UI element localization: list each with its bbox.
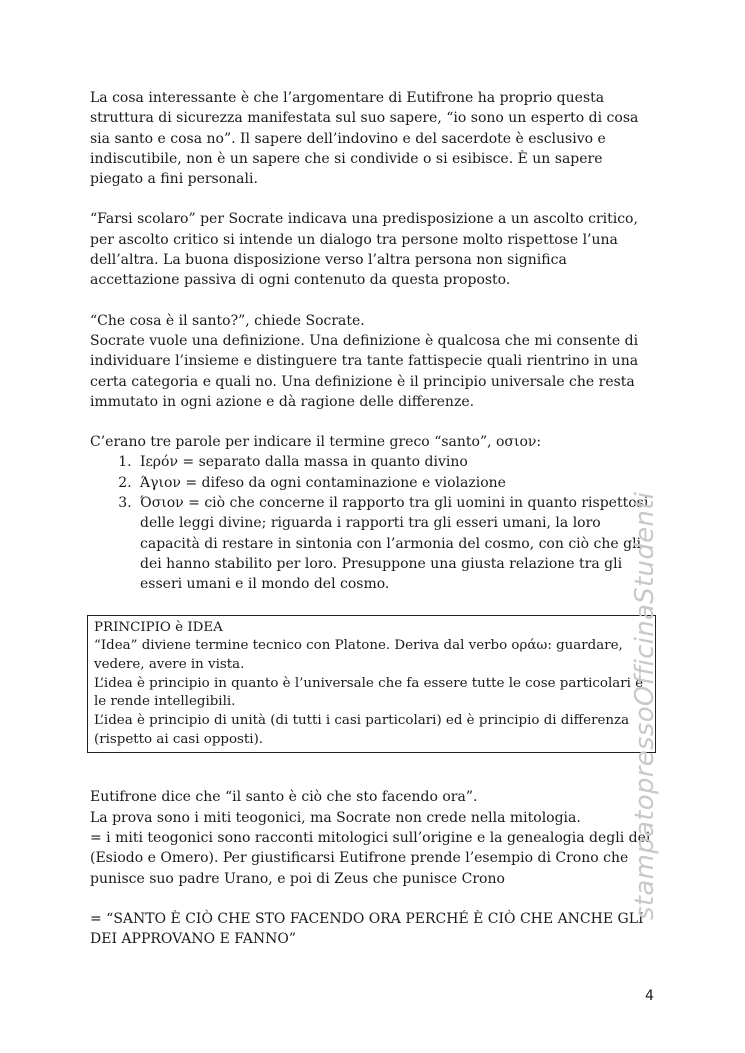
paragraph-miti-teogonici [90, 787, 656, 888]
paragraph-farsi-scolaro: “Farsi scolaro” per Socrate indicava una predisposizione a un ascolto critico, per ascolto critico si intende un dialogo tra persone molto rispettose l’una dell’altra. La buona disposizione verso l’altra persona non significa accettazione passiva di ogni contenuto da questa proposto. [90, 211, 638, 289]
question-line: “Che cosa è il santo?”, chiede Socrate. [90, 312, 365, 329]
text-line: Eutifrone dice che “il santo è ciò che sto facendo ora”. [90, 789, 478, 806]
box-line: L’idea è principio in quanto è l’universale che fa essere tutte le cose particolari e le rende intellegibili. [94, 675, 644, 710]
paragraph-definizione [90, 311, 656, 412]
list-item: 1. Ιερόν = separato dalla massa in quanto divino [136, 452, 656, 472]
text-line: La prova sono i miti teogonici, ma Socrate non crede nella mitologia. [90, 809, 581, 826]
terms-list [90, 452, 656, 594]
terms-intro: C’erano tre parole per indicare il termine greco “santo”, οσιον: [90, 434, 542, 451]
list-item: 3. Όσιον = ciò che concerne il rapporto tra gli uomini in quanto rispettosi delle leggi divine; riguarda i rapporti tra gli esseri umani, la loro capacità di restare in sintonia con l’armonia del cosmo, con ciò che gli dei hanno stabilito per loro. Presuppone una giusta relazione tra gli esseri umani e il mondo del cosmo. [136, 493, 656, 594]
page-body [90, 88, 656, 970]
paragraph-conclusion: = “SANTO È CIÒ CHE STO FACENDO ORA PERCHÉ È CIÒ CHE ANCHE GLI DEI APPROVANO E FANNO” [90, 910, 644, 948]
list-item: 2. Άγιον = difeso da ogni contaminazione e violazione [136, 473, 656, 493]
box-line: “Idea” diviene termine tecnico con Platone. Deriva dal verbo οράω: guardare, vedere, avere in vista. [94, 638, 623, 672]
box-title: PRINCIPIO è IDEA [94, 619, 223, 635]
watermark: stampatopressoOfficinaStudenti [630, 491, 660, 920]
box-line: L’idea è principio di unità (di tutti i casi particolari) ed è principio di differenza (rispetto ai casi opposti). [94, 713, 630, 747]
text-line: = i miti teogonici sono racconti mitologici sull’origine e la genealogia degli dei (Esiodo e Omero). Per giustificarsi Eutifrone prende l’esempio di Crono che punisce suo padre Urano, e poi di Zeus che punisce Crono [90, 830, 651, 887]
definition-text: Socrate vuole una definizione. Una definizione è qualcosa che mi consente di individuare l’insieme e distinguere tra tante fattispecie quali rientrino in una certa categoria e quali no. Una definizione è il principio universale che resta immutato in ogni azione e dà ragione delle differenze. [90, 332, 639, 410]
principio-idea-box [87, 615, 656, 754]
page-number: 4 [645, 988, 654, 1004]
paragraph-eutifrone-sapere: La cosa interessante è che l’argomentare di Eutifrone ha proprio questa struttura di sicurezza manifestata sul suo sapere, “io sono un esperto di cosa sia santo e cosa no”. Il sapere dell’indovino e del sacerdote è esclusivo e indiscutibile, non è un sapere che si condivide o si esibisce. È un sapere piegato a fini personali. [90, 90, 639, 188]
